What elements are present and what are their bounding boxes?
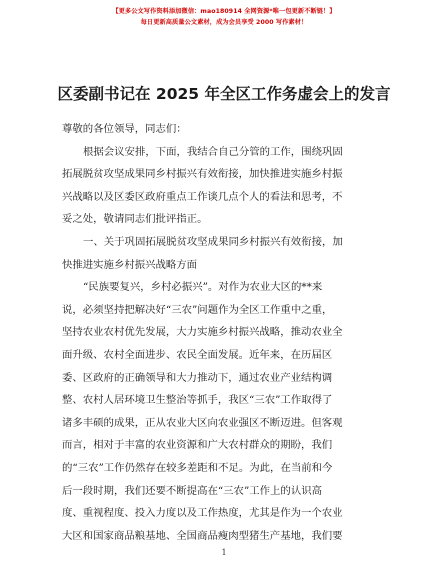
body-line: “民族要复兴，乡村必振兴”。对作为农业大区的**来 xyxy=(83,281,323,294)
banner-line-2: 每日更新高质量公文素材，成为会员享受 2000 写作素材！ xyxy=(140,19,308,26)
body-line: 大区和国家商品粮基地、全国商品瘦肉型猪生产基地，我们要 xyxy=(62,529,343,542)
body-line: 坚持农业农村优先发展，大力实施乡村振兴战略，推动农业全 xyxy=(62,326,343,339)
body-line: 委、区政府的正确领导和大力推动下，通过农业产业结构调 xyxy=(62,371,333,384)
section-heading: 快推进实施乡村振兴战略方面 xyxy=(62,258,198,271)
body-line: 整、农村人居环境卫生整治等抓手，我区“三农”工作取得了 xyxy=(62,394,333,407)
body-line: 妥之处，敬请同志们批评指正。 xyxy=(62,213,208,226)
body-line: 根据会议安排，下面，我结合自己分管的工作，围绕巩固 xyxy=(83,145,343,158)
body-line: 后一段时期，我们还要不断提高在“三农”工作上的认识高 xyxy=(62,484,322,497)
body-line: 拓展脱贫攻坚成果同乡村振兴有效衔接，加快推进实施乡村振 xyxy=(62,168,343,181)
body-line: 度、重视程度、投入力度以及工作热度，尤其是作为一个农业 xyxy=(62,507,343,520)
section-heading: 一、关于巩固拓展脱贫攻坚成果同乡村振兴有效衔接，加 xyxy=(83,235,343,248)
body-line: 兴战略以及区委区政府重点工作谈几点个人的看法和思考，不 xyxy=(62,190,343,203)
header-banner xyxy=(0,6,448,28)
document-title: 区委副书记在 2025 年全区工作务虚会上的发言 xyxy=(57,85,391,103)
document-body xyxy=(62,118,392,547)
page-number: 1 xyxy=(221,548,227,557)
banner-line-1: 【更多公文写作资料添加微信：mao180914 全网资源*唯一包更新不断链！】 xyxy=(112,8,336,15)
body-line: 而言，相对于丰富的农业资源和广大农村群众的期盼，我们 xyxy=(62,439,333,452)
body-line: 的“三农”工作仍然存在较多差距和不足。为此，在当前和今 xyxy=(62,461,333,474)
salutation: 尊敬的各位领导，同志们： xyxy=(62,123,187,135)
body-line: 说，必须坚持把解决好“三农”问题作为全区工作重中之重， xyxy=(62,303,333,316)
body-line: 诸多丰硕的成果，正从农业大区向农业强区不断迈进。但客观 xyxy=(62,416,343,429)
body-line: 面升级、农村全面进步、农民全面发展。近年来，在历届区 xyxy=(62,348,333,361)
